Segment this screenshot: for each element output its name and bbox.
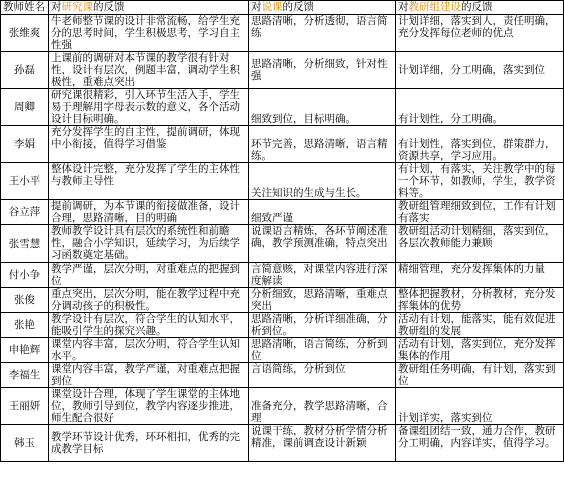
header-teacher-name: 教师姓名 (1, 1, 49, 15)
research-lesson-feedback-cell: 课堂内容丰富，层次分明，符合学生认知水平。 (49, 338, 249, 363)
table-row (1, 163, 564, 200)
lesson-talk-feedback-cell: 思路清晰，分析透彻，语言简练 (249, 15, 396, 52)
lesson-talk-feedback-cell: 分析细致，思路清晰，重难点突出 (249, 288, 396, 313)
group-building-feedback-cell: 有计划，有落实，关注教学中的每一个环节，如教师，学生，教学资料等。 (396, 163, 564, 200)
research-lesson-feedback-cell: 提前调研，为本节课的衔接做准备，设计合理，思路清晰，目的明确 (49, 200, 249, 225)
table-row (1, 363, 564, 388)
lesson-talk-feedback-cell: 思路清晰，分析详细准确，分析到位。 (249, 313, 396, 338)
group-building-feedback-cell: 计划详细，分工明确，落实到位 (396, 52, 564, 89)
lesson-talk-feedback-cell: 思路清晰，语言简练，分析到位 (249, 338, 396, 363)
research-lesson-feedback-cell: 教师教学设计具有层次的系统性和前瞻性，融合小学知识，延续学习，为后续学习函数奠定基础。 (49, 225, 249, 263)
research-lesson-feedback-cell: 重点突出，层次分明，能在教学过程中充分调动孩子的积极性。 (49, 288, 249, 313)
research-lesson-feedback-cell: 研究课很精彩，引入环节生活入手，学生易于理解用字母表示数的意义，各个活动设计目标明确。 (49, 89, 249, 126)
lesson-talk-feedback-cell: 说课干练，教材分析学情分析精准，课前调查设计新颖 (249, 425, 396, 462)
research-lesson-feedback-cell: 教学严谨，层次分明，对重难点的把握到位 (49, 263, 249, 288)
lesson-talk-feedback-cell: 细致严谨 (249, 200, 396, 225)
research-lesson-feedback-cell: 教学设计有层次，符合学生的认知水平，能吸引学生的探究兴趣。 (49, 313, 249, 338)
teacher-name-cell: 张艳 (1, 313, 49, 338)
lesson-talk-feedback-cell: 准备充分，教学思路清晰，合理 (249, 388, 396, 425)
teacher-name-cell: 张雪慧 (1, 225, 49, 263)
research-lesson-feedback-cell: 充分发挥学生的自主性，提前调研，体现中小衔接，值得学习借鉴 (49, 126, 249, 163)
lesson-talk-feedback-cell: 环节完善，思路清晰，语言精练。 (249, 126, 396, 163)
teacher-name-cell: 付小争 (1, 263, 49, 288)
teacher-name-cell: 王小平 (1, 163, 49, 200)
group-building-feedback-cell: 计划详细，落实到人，责任明确，充分发挥每位老师的优点 (396, 15, 564, 52)
lesson-talk-feedback-cell: 关注知识的生成与生长。 (249, 163, 396, 200)
group-building-feedback-cell: 计划详实，落实到位 (396, 388, 564, 425)
research-lesson-feedback-cell: 课堂设计合理，体现了学生课堂的主体地位，教师引导到位，教学内容逐步推进，师生配合很好 (49, 388, 249, 425)
table-row (1, 263, 564, 288)
group-building-feedback-cell: 备课组团结一致，通力合作，教研分工明确，内容详实，值得学习。 (396, 425, 564, 462)
group-building-feedback-cell: 整体把握教材，分析教材，充分发挥集体的优势 (396, 288, 564, 313)
teacher-name-cell: 李福生 (1, 363, 49, 388)
teacher-name-cell: 张维爽 (1, 15, 49, 52)
teacher-name-cell: 孙磊 (1, 52, 49, 89)
teacher-name-cell: 张俊 (1, 288, 49, 313)
research-lesson-feedback-cell: 整体设计完整，充分发挥了学生的主体性与教师主导性 (49, 163, 249, 200)
header-research-lesson-feedback: 对研究课的反馈 (49, 1, 249, 15)
table-row (1, 225, 564, 263)
group-building-feedback-cell: 精细管理，充分发挥集体的力量 (396, 263, 564, 288)
table-row (1, 425, 564, 462)
header-group-building-feedback: 对教研组建设的反馈 (396, 1, 564, 15)
header-lesson-talk-feedback: 对说课的反馈 (249, 1, 396, 15)
teacher-name-cell: 韩玉 (1, 425, 49, 462)
group-building-feedback-cell: 教研组活动计划精细，落实到位，各层次教师能力兼顾 (396, 225, 564, 263)
group-building-feedback-cell: 教研组任务明确，有计划，落实到位 (396, 363, 564, 388)
table-row (1, 388, 564, 425)
teacher-name-cell: 周卿 (1, 89, 49, 126)
table-row (1, 15, 564, 52)
lesson-talk-feedback-cell: 言语简练，分析到位 (249, 363, 396, 388)
table-row (1, 52, 564, 89)
lesson-talk-feedback-cell: 说课语言精炼，各环节阐述准确，教学预测准确，特点突出 (249, 225, 396, 263)
lesson-talk-feedback-cell: 思路清晰，分析细致，针对性强 (249, 52, 396, 89)
lesson-talk-feedback-cell: 细致到位，目标明确。 (249, 89, 396, 126)
table-row (1, 338, 564, 363)
table-row (1, 126, 564, 163)
table-row (1, 288, 564, 313)
teacher-name-cell: 李娟 (1, 126, 49, 163)
table-row (1, 200, 564, 225)
research-lesson-feedback-cell: 教学环节设计优秀，环环相扣，优秀的完成教学目标 (49, 425, 249, 462)
group-building-feedback-cell: 活动有计划，落实到位，充分发挥集体的作用 (396, 338, 564, 363)
table-row (1, 89, 564, 126)
table-row (1, 313, 564, 338)
group-building-feedback-cell: 活动有计划，能落实，能有效促进教研组的发展 (396, 313, 564, 338)
research-lesson-feedback-cell: 上课前的调研对本节课的教学很有针对性，设计有层次，例题丰富，调动学生积极性，重难点突出 (49, 52, 249, 89)
research-lesson-feedback-cell: 牛老师整节课的设计非常流畅，给学生充分的思考时间，学生积极思考，学习自主性强 (49, 15, 249, 52)
teacher-name-cell: 王丽妍 (1, 388, 49, 425)
group-building-feedback-cell: 有计划性，落实到位，群策群力，资源共享，学习应用。 (396, 126, 564, 163)
research-lesson-feedback-cell: 课堂内容丰富，教学严谨，对重难点把握到位 (49, 363, 249, 388)
group-building-feedback-cell: 有计划性，分工明确。 (396, 89, 564, 126)
header-row (1, 1, 564, 15)
group-building-feedback-cell: 教研组管理细致到位，工作有计划有落实 (396, 200, 564, 225)
lesson-talk-feedback-cell: 言简意赅，对课堂内容进行深度解读 (249, 263, 396, 288)
teacher-name-cell: 申艳辉 (1, 338, 49, 363)
teacher-name-cell: 谷立萍 (1, 200, 49, 225)
